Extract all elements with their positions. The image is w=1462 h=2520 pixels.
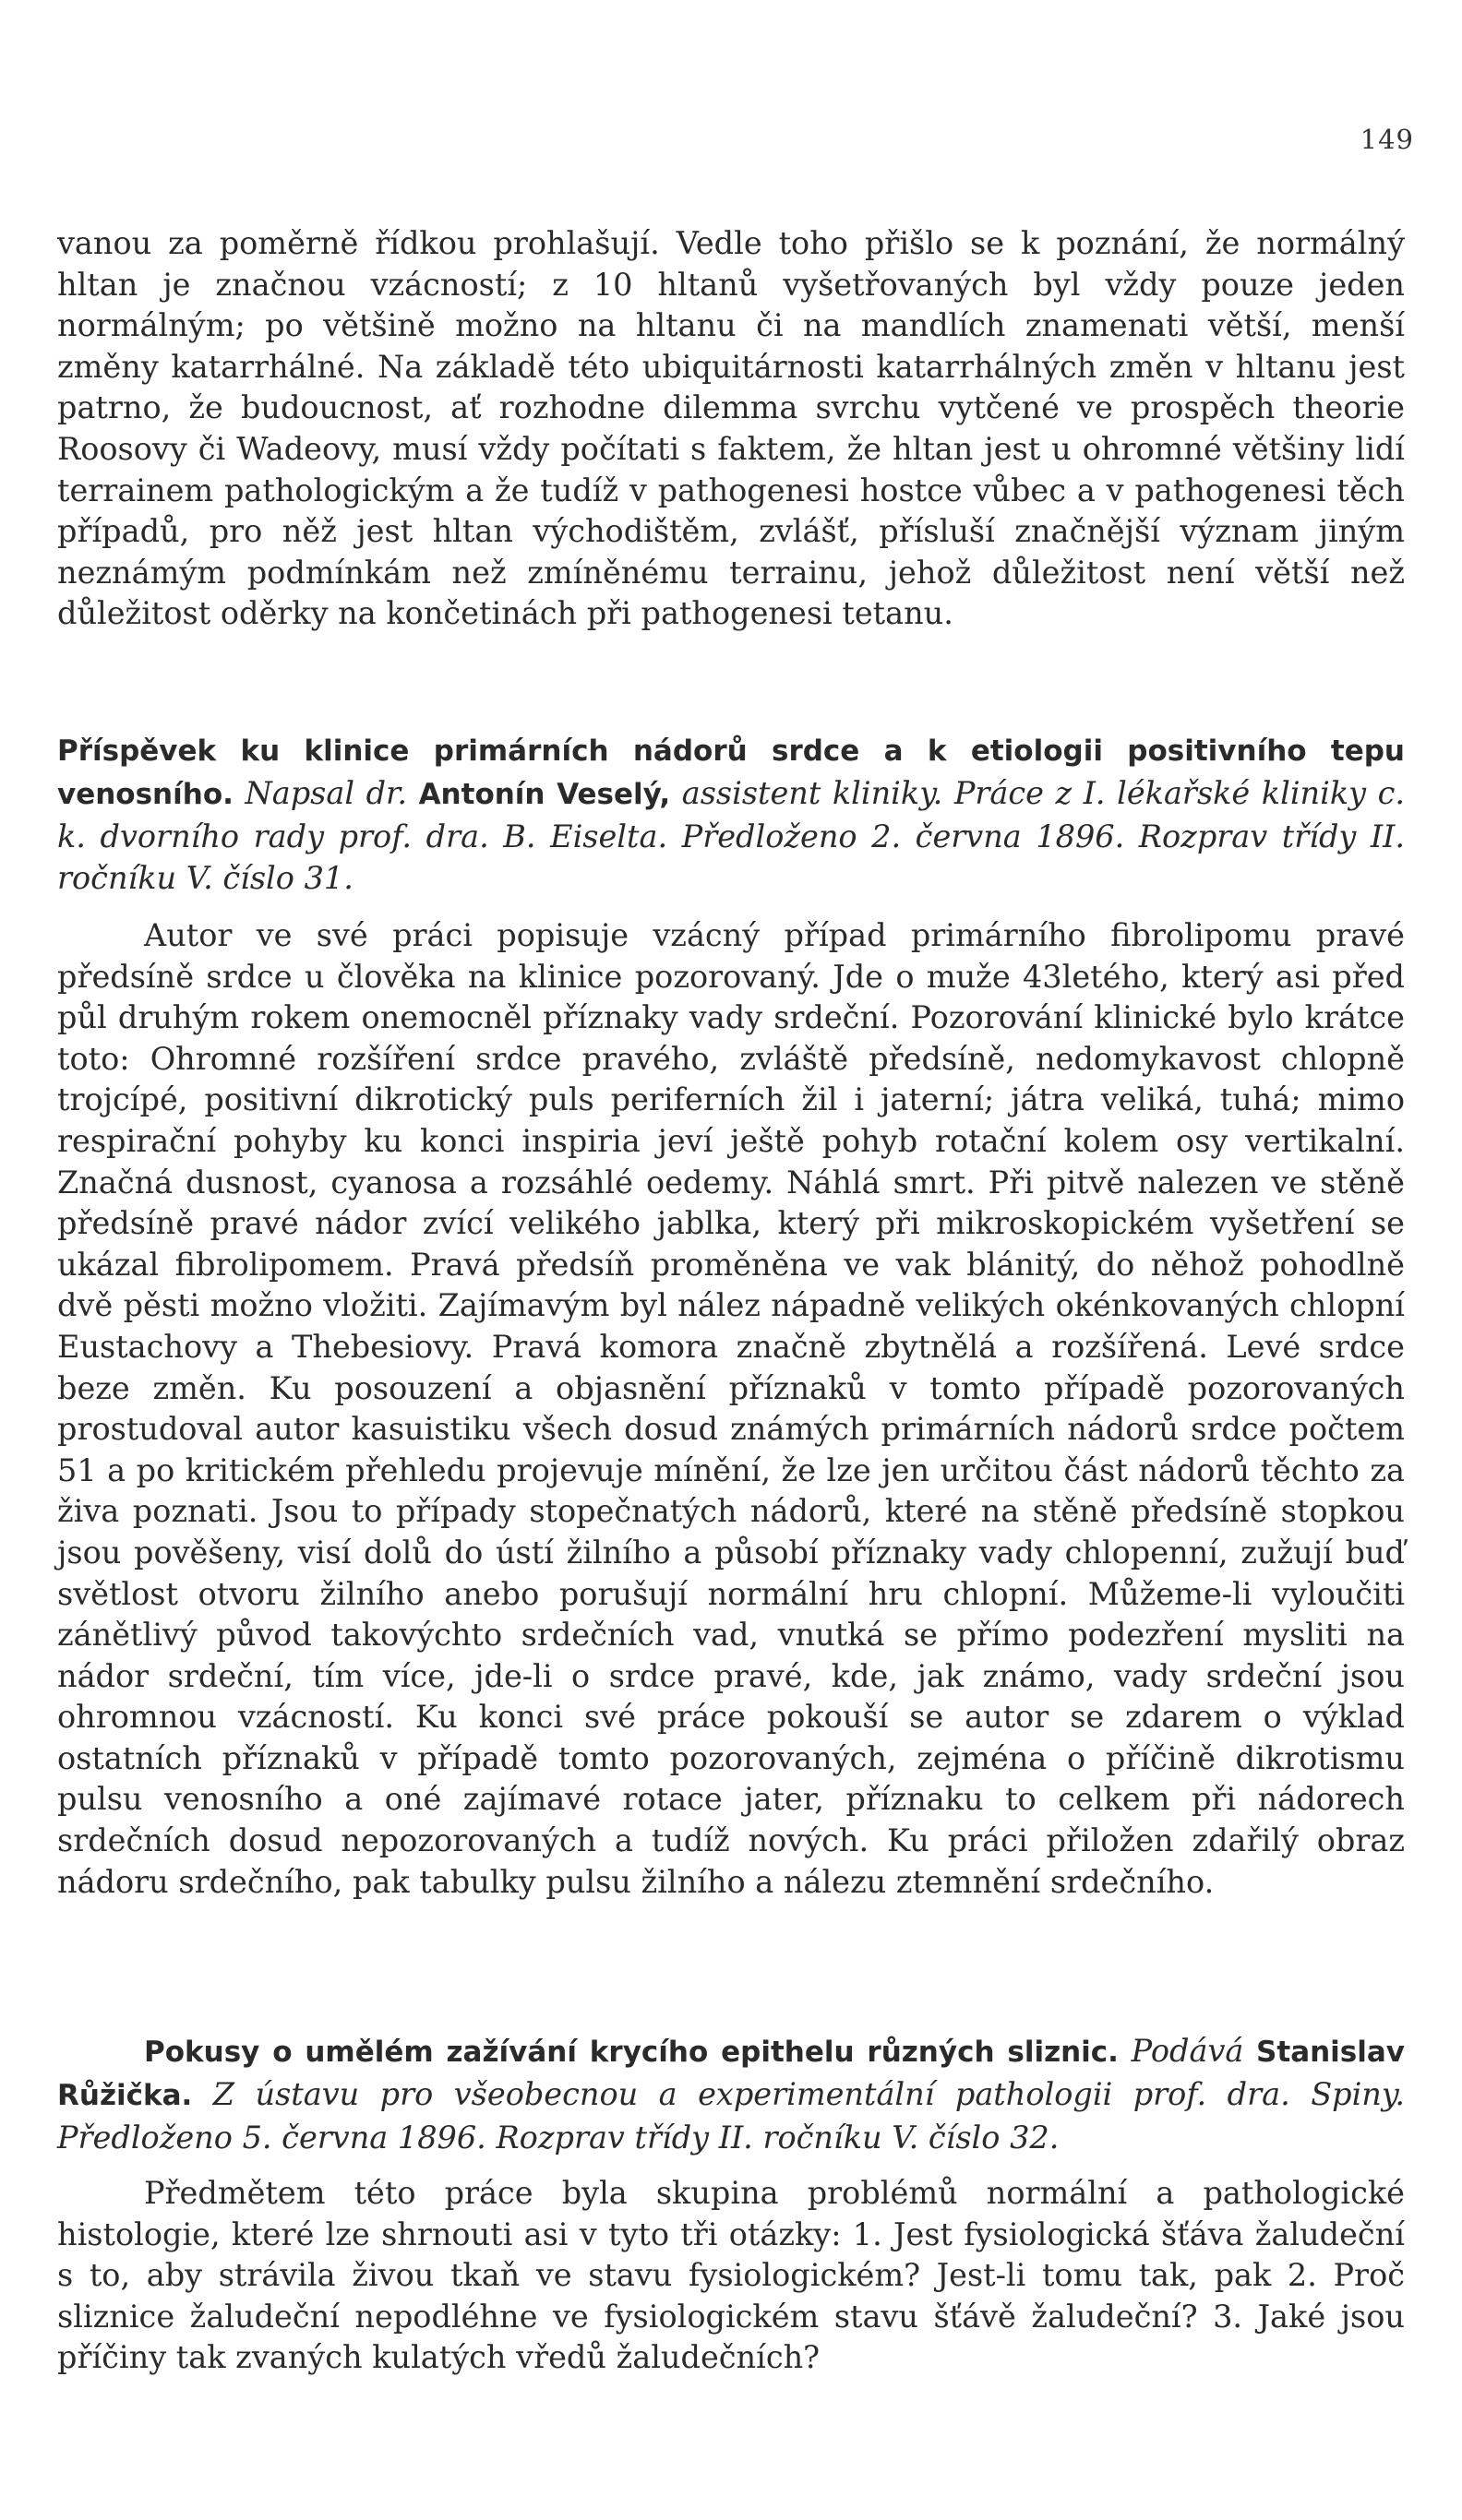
article-heading-2 bbox=[57, 2030, 1405, 2158]
article-source: Z ústavu pro všeobecnou a experimentální pathologii prof. dra. Spiny. Předloženo 5. června 1896. Rozprav třídy II. ročníku V. číslo 32. bbox=[57, 2076, 1405, 2156]
article-body-2: Předmětem této práce byla skupina problémů normální a pathologické histologie, které lze shrnouti asi v tyto tři otázky: 1. Jest fysiologická šťáva žaludeční s to, aby strávila živou tkaň ve stavu fysiologickém? Jest-li tomu tak, pak 2. Proč sliznice žaludeční nepodléhne ve fysiologickém stavu šťávě žaludeční? 3. Jaké jsou příčiny tak zvaných kulatých vředů žaludečních? bbox=[57, 2175, 1405, 2376]
article-title: Pokusy o umělém zažívání krycího epithelu různých sliznic. bbox=[144, 2036, 1119, 2069]
article-author: Antonín Veselý, bbox=[418, 778, 671, 811]
byline-prefix: Napsal dr. bbox=[245, 775, 408, 811]
article-body-1: Autor ve své práci popisuje vzácný případ primárního fibrolipomu pravé předsíně srdce u člověka na klinice pozorovaný. Jde o muže 43letého, který asi před půl druhým rokem onemocněl příznaky vady srdeční. Pozorování klinické bylo krátce toto: Ohromné rozšíření srdce pravého, zvláště předsíně, nedomykavost chlopně trojcípé, positivní dikrotický puls periferních žil i jaterní; játra veliká, tuhá; mimo respirační pohyby ku konci inspiria jeví ještě pohyb rotační kolem osy vertikalní. Značná dusnost, cyanosa a rozsáhlé oedemy. Náhlá smrt. Při pitvě nalezen ve stěně předsíně pravé nádor zvící velikého jablka, který při mikroskopickém vyšetření se ukázal fibrolipomem. Pravá předsíň proměněna ve vak blánitý, do něhož pohodlně dvě pěsti možno vložiti. Zajímavým byl nález nápadně velikých okénkovaných chlopní Eustachovy a Thebesiovy. Pravá komora značně zbytnělá a rozšířená. Levé srdce beze změn. Ku posouzení a objasnění příznaků v tomto případě pozorovaných prostudoval autor kasuistiku všech dosud známých primárních nádorů srdce počtem 51 a po kritickém přehledu projevuje mínění, že lze jen určitou část nádorů těchto za živa poznati. Jsou to případy stopečnatých nádorů, které na stěně předsíně stopkou jsou pověšeny, visí dolů do ústí žilního a působí příznaky vady chlopenní, zužují buď světlost otvoru žilního anebo porušují normální hru chlopní. Můžeme-li vyloučiti zánětlivý původ takovýchto srdečních vad, vnutká se přímo podezření mysliti na nádor srdeční, tím více, jde-li o srdce pravé, kde, jak známo, vady srdeční jsou ohromnou vzácností. Ku konci své práce pokouší se autor se zdarem o výklad ostatních příznaků v případě tomto pozorovaných, zejména o příčině dikrotismu pulsu venosního a oné zajímavé rotace jater, příznaku to celkem při nádorech srdečních dosud nepozorovaných a tudíž nových. Ku práci přiložen zdařilý obraz nádoru srdečního, pak tabulky pulsu žilního a nálezu ztemnění srdečního. bbox=[57, 917, 1405, 1900]
article-heading-1 bbox=[57, 729, 1405, 899]
page-number: 149 bbox=[1360, 124, 1414, 155]
article-author: Stanislav Růžička. bbox=[57, 2036, 1406, 2112]
continuation-paragraph: vanou za poměrně řídkou prohlašují. Vedle toho přišlo se k poznání, že normálný hltan je značnou vzácností; z 10 hltanů vyšetřovaných byl vždy pouze jeden normálným; po většině možno na hltanu či na mandlích znamenati větší, menší změny katarrhálné. Na základě této ubiquitárnosti katarrhálných změn v hltanu jest patrno, že budoucnost, ať rozhodne dilemma svrchu vytčené ve prospěch theorie Roosovy či Wadeovy, musí vždy počítati s faktem, že hltan jest u ohromné většiny lidí terrainem pathologickým a že tudíž v pathogenesi hostce vůbec a v pathogenesi těch případů, pro něž jest hltan východištěm, zvlášť, přísluší značnější význam jiným neznámým podmínkám než zmíněnému terrainu, jehož důležitost není větší než důležitost oděrky na končetinách při pathogenesi tetanu. bbox=[57, 225, 1405, 632]
article-title: Příspěvek ku klinice primárních nádorů srdce a k etiologii positivního tepu venosního. bbox=[57, 735, 1405, 811]
article-source: assistent kliniky. Práce z I. lékařské kliniky c. k. dvorního rady prof. dra. B. Eiselta. Předloženo 2. června 1896. Rozprav třídy II. ročníku V. číslo 31. bbox=[57, 775, 1405, 896]
byline-prefix: Podává bbox=[1131, 2033, 1244, 2069]
